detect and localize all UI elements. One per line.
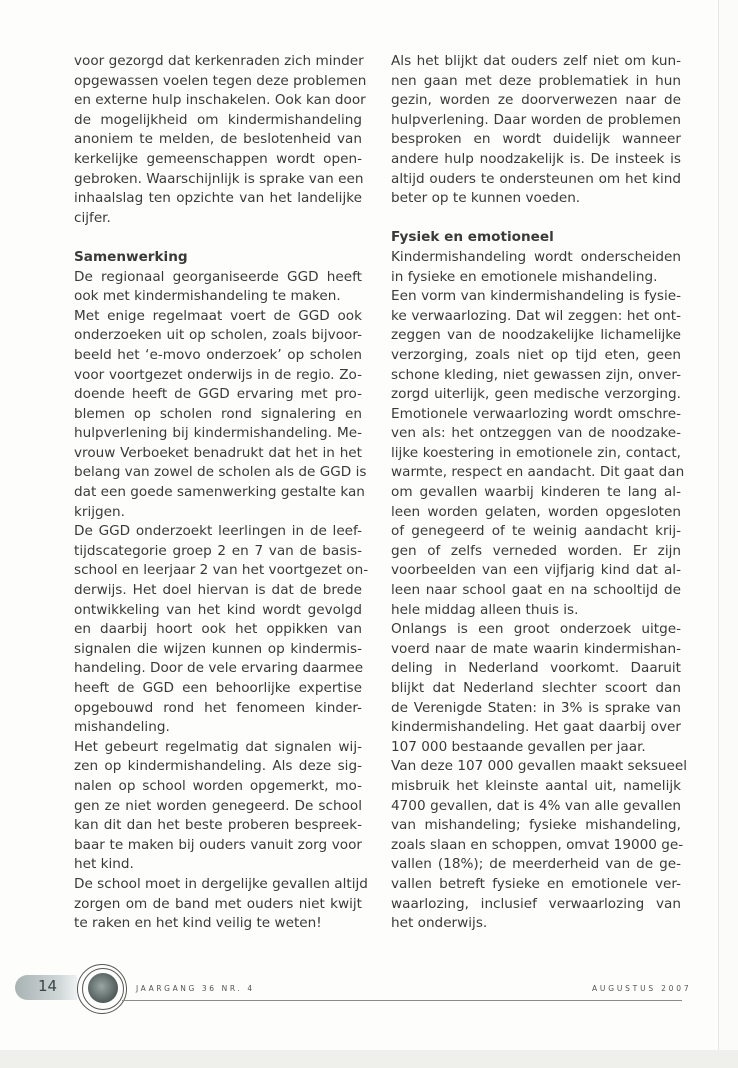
text-line: warmte, respect en aandacht. Dit gaat dan: [391, 464, 685, 481]
text-line: derwijs. Het doel hiervan is dat de brede: [74, 582, 362, 599]
text-line: doende heeft de GGD ervaring met pro-: [74, 386, 362, 403]
text-line: en daarbij hoort ook het oppikken van: [74, 621, 362, 638]
text-line: zen op kindermishandeling. Als deze sig-: [74, 758, 362, 775]
text-line: tijdscategorie groep 2 en 7 van de basis-: [74, 542, 362, 559]
left-column: [74, 52, 369, 934]
text-line: schone kleding, niet gewassen zijn, onver-: [391, 366, 681, 383]
text-line: Onlangs is een groot onderzoek uitge-: [391, 621, 681, 638]
text-line: baar te maken bij ouders vanuit zorg voor: [74, 836, 362, 853]
text-line: Emotionele verwaarlozing wordt omschre-: [391, 405, 681, 422]
text-line: kindermishandeling. Het gaat daarbij over: [391, 719, 681, 736]
text-line: vallen betreft fysieke en emotionele ver-: [391, 875, 681, 892]
section-heading: Fysiek en emotioneel: [391, 229, 554, 246]
text-line: dat een goede samenwerking gestalte kan: [74, 484, 365, 501]
text-line: zeggen van de noodzakelijke lichamelijke: [391, 327, 681, 344]
text-line: kerkelijke gemeenschappen wordt open-: [74, 150, 362, 167]
text-line: voorbeelden van een vijfjarig kind dat al-: [391, 562, 681, 579]
text-line: besproken en wordt duidelijk wanneer: [391, 131, 681, 148]
text-line: nen gaan met deze problematiek in hun: [391, 72, 681, 89]
text-line: te raken en het kind veilig te weten!: [74, 915, 322, 932]
footer-rule: [320, 1000, 682, 1001]
text-line: gebroken. Waarschijnlijk is sprake van een: [74, 170, 364, 187]
text-line: van mishandeling; fysieke mishandeling,: [391, 817, 681, 834]
text-line: opgewassen voelen tegen deze problemen: [74, 72, 367, 89]
text-line: zorgen om de band met ouders niet kwijt: [74, 895, 362, 912]
text-line: waarlozing, inclusief verwaarlozing van: [391, 895, 681, 912]
text-line: De school moet in dergelijke gevallen altijd: [74, 875, 368, 892]
text-line: hulpverlening bij kindermishandeling. Me-: [74, 425, 362, 442]
page-number: 14: [38, 977, 58, 995]
issue-date: AUGUSTUS 2007: [592, 984, 692, 993]
right-column: [391, 52, 688, 934]
text-line: het kind.: [74, 856, 134, 873]
text-line: Het gebeurt regelmatig dat signalen wij-: [74, 738, 362, 755]
text-line: vallen (18%); de meerderheid van de ge-: [391, 856, 681, 873]
text-line: onderzoeken uit op scholen, zoals bijvoor-: [74, 327, 362, 344]
text-line: Met enige regelmaat voert de GGD ook: [74, 307, 362, 324]
text-line: cijfer.: [74, 209, 111, 226]
text-line: belang van zowel de scholen als de GGD is: [74, 464, 367, 481]
text-line: ook met kindermishandeling te maken.: [74, 288, 341, 305]
text-line: voor voortgezet onderwijs in de regio. Zo-: [74, 366, 362, 383]
text-line: de Verenigde Staten: in 3% is sprake van: [391, 699, 681, 716]
text-line: signalen die wijzen kunnen op kindermis-: [74, 640, 362, 657]
text-line: in fysieke en emotionele mishandeling.: [391, 268, 658, 285]
text-line: leen worden gelaten, worden opgesloten: [391, 503, 681, 520]
journal-seal-icon: [88, 973, 118, 1003]
text-line: hulpverlening. Daar worden de problemen: [391, 111, 681, 128]
text-line: leen naar school gaat en na schooltijd de: [391, 582, 681, 599]
text-line: Van deze 107 000 gevallen maakt seksueel: [391, 758, 688, 775]
text-line: blijkt dat Nederland slechter scoort dan: [391, 680, 681, 696]
text-line: Een vorm van kindermishandeling is fysie-: [391, 288, 681, 305]
text-line: gen ze niet worden genegeerd. De school: [74, 797, 362, 814]
text-line: heeft de GGD een behoorlijke expertise: [74, 680, 362, 696]
text-line: lijke koestering in emotionele zin, contact,: [391, 444, 681, 461]
text-line: inhaalslag ten opzichte van het landelijke: [74, 190, 362, 207]
text-line: andere hulp noodzakelijk is. De insteek is: [391, 150, 681, 167]
text-line: opgebouwd rond het fenomeen kinder-: [74, 699, 362, 716]
text-line: zoals slaan en schoppen, omvat 19000 ge-: [391, 836, 684, 853]
text-line: De regionaal georganiseerde GGD heeft: [74, 268, 362, 285]
text-line: deling in Nederland voorkomt. Daaruit: [391, 660, 681, 677]
text-line: kan dit dan het beste proberen bespreek-: [74, 817, 362, 834]
text-line: ontwikkeling van het kind wordt gevolgd: [74, 601, 362, 618]
text-line: misbruik het kleinste aantal uit, namelijk: [391, 777, 681, 794]
text-line: anoniem te melden, de beslotenheid van: [74, 131, 362, 148]
text-line: nalen op school worden opgemerkt, mo-: [74, 777, 362, 794]
text-line: mishandeling.: [74, 719, 170, 736]
text-line: beter op te kunnen voeden.: [391, 190, 581, 207]
footer-rule: [122, 1000, 322, 1001]
text-line: de mogelijkheid om kindermishandeling: [74, 111, 362, 128]
text-line: Kindermishandeling wordt onderscheiden: [391, 248, 681, 265]
text-line: en externe hulp inschakelen. Ook kan door: [74, 92, 366, 109]
text-line: voor gezorgd dat kerkenraden zich minder: [74, 53, 364, 69]
text-line: om gevallen waarbij kinderen te lang al-: [391, 484, 681, 501]
text-line: zorgd uiterlijk, geen medische verzorging.: [391, 386, 681, 403]
text-line: Als het blijkt dat ouders zelf niet om kun-: [391, 53, 681, 69]
text-line: beeld het ‘e-movo onderzoek’ op scholen: [74, 346, 362, 363]
text-line: gezin, worden ze doorverwezen naar de: [391, 92, 681, 109]
text-line: handeling. Door de vele ervaring daarmee: [74, 660, 364, 677]
text-line: 107 000 bestaande gevallen per jaar.: [391, 738, 646, 755]
text-line: vrouw Verboeket benadrukt dat het in het: [74, 444, 362, 461]
text-line: blemen op scholen rond signalering en: [74, 405, 362, 422]
text-line: ven als: het ontzeggen van de noodzake-: [391, 425, 681, 442]
text-line: gen of zelfs verneded worden. Er zijn: [391, 542, 681, 559]
text-line: ke verwaarlozing. Dat wil zeggen: het ont-: [391, 307, 681, 324]
text-line: altijd ouders te ondersteunen om het kind: [391, 170, 681, 187]
text-line: hele middag alleen thuis is.: [391, 601, 579, 618]
text-line: krijgen.: [74, 503, 125, 520]
text-line: De GGD onderzoekt leerlingen in de leef-: [74, 523, 362, 540]
text-line: school en leerjaar 2 van het voortgezet on-: [74, 562, 369, 579]
journal-issue: JAARGANG 36 NR. 4: [136, 984, 255, 993]
text-line: verzorging, zoals niet op tijd eten, geen: [391, 346, 681, 363]
paragraph-gap: [391, 209, 681, 229]
page-bottom-shade: [0, 1050, 738, 1068]
text-line: 4700 gevallen, dat is 4% van alle gevallen: [391, 797, 681, 814]
text-line: het onderwijs.: [391, 915, 488, 932]
text-line: voerd naar de mate waarin kindermishan-: [391, 640, 681, 657]
page-edge: [718, 0, 719, 1050]
paragraph-gap: [74, 228, 362, 248]
text-line: of genegeerd of te weinig aandacht krij-: [391, 523, 681, 540]
section-heading: Samenwerking: [74, 248, 188, 265]
